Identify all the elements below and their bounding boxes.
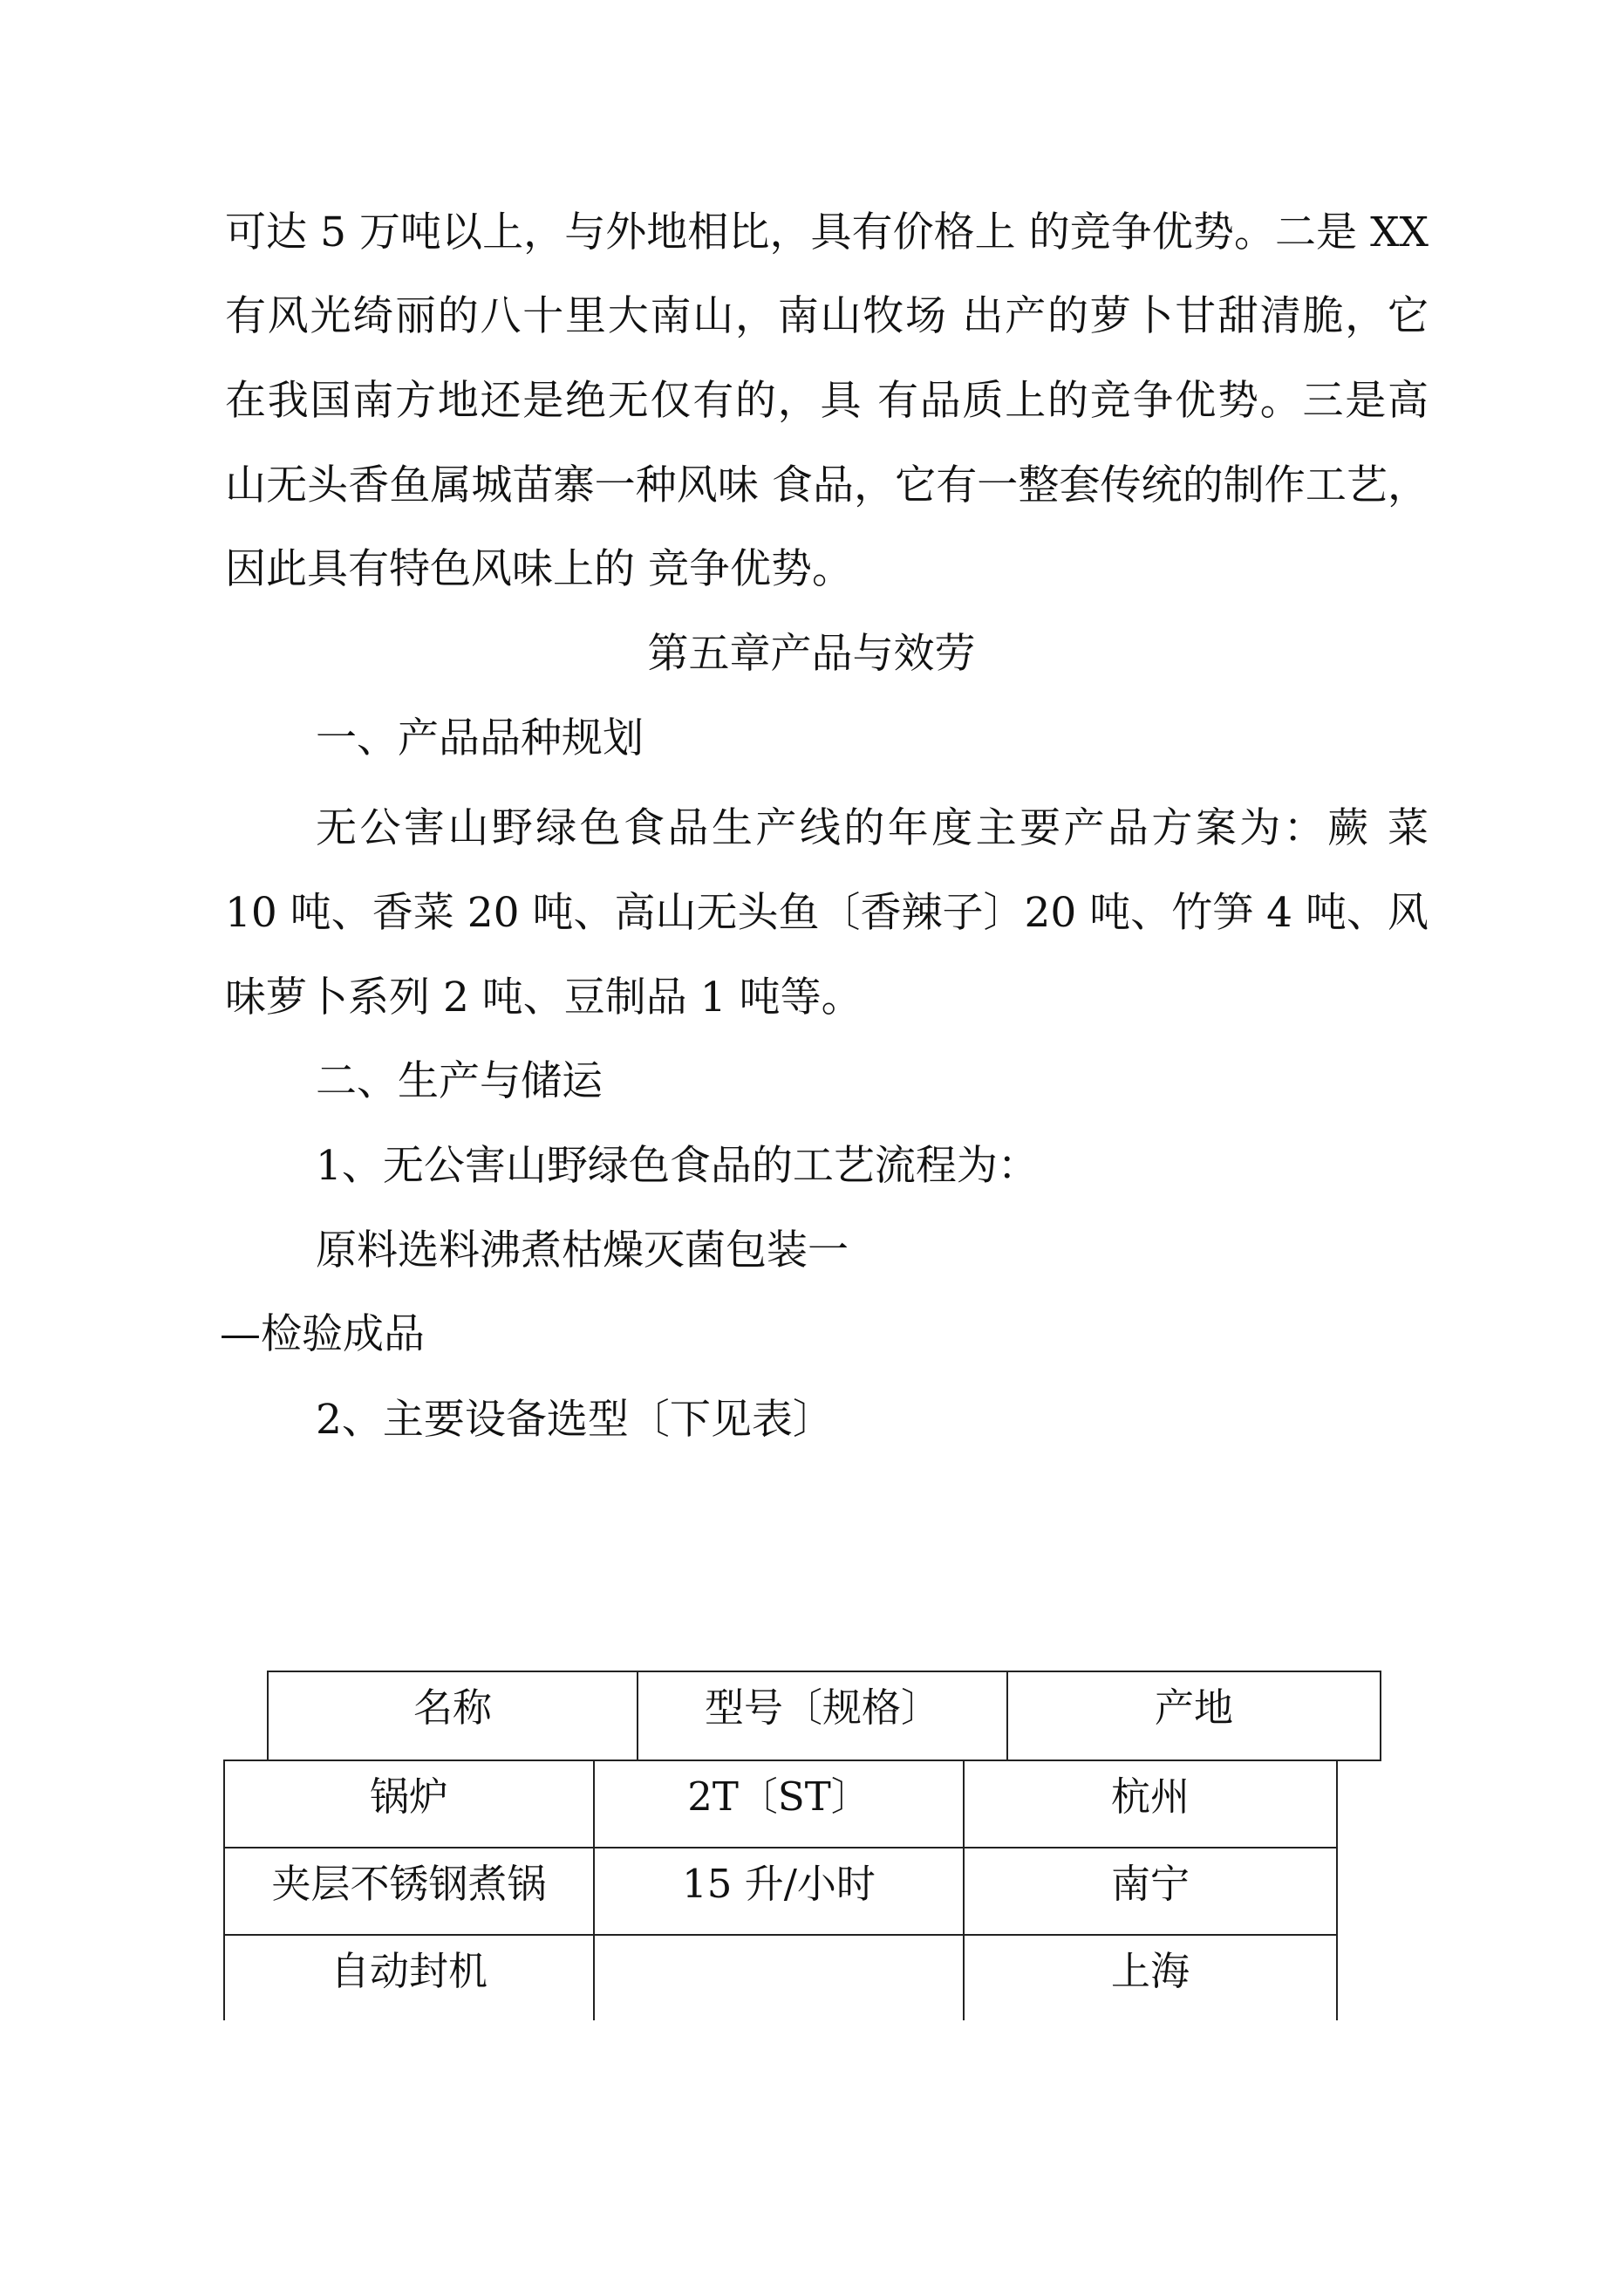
cell-name: 夹层不锈钢煮锅 bbox=[224, 1848, 594, 1935]
cell-model bbox=[594, 1935, 964, 2020]
paragraph-line: 10 吨、香菜 20 吨、高山无头鱼〔香辣子〕20 吨、竹笋 4 吨、风 bbox=[225, 889, 1429, 937]
table-row bbox=[224, 1760, 1337, 1848]
cell-model: 15 升/小时 bbox=[594, 1848, 964, 1935]
cell-origin: 杭州 bbox=[964, 1760, 1337, 1848]
process-flow-line: 原料选料沸煮枯燥灭菌包装一 bbox=[316, 1227, 849, 1274]
cell-origin: 南宁 bbox=[964, 1848, 1337, 1935]
list-item-process-flow: 1、无公害山野绿色食品的工艺流程为： bbox=[316, 1142, 1039, 1190]
header-name: 名称 bbox=[268, 1671, 638, 1760]
table-header-row bbox=[268, 1671, 1381, 1760]
paragraph-line: 有风光绮丽的八十里大南山，南山牧场 出产的萝卜甘甜清脆，它 bbox=[225, 292, 1429, 340]
paragraph-line: 在我国南方地还是绝无仅有的，具 有品质上的竞争优势。三是高 bbox=[225, 377, 1429, 425]
chapter-title: 第五章产品与效劳 bbox=[647, 630, 976, 678]
list-item-equipment: 2、主要设备选型〔下见表〕 bbox=[316, 1396, 834, 1444]
paragraph-line: 因此具有特色风味上的 竞争优势。 bbox=[225, 545, 853, 593]
paragraph-line: 可达 5 万吨以上，与外地相比，具有价格上 的竞争优势。二是 XX bbox=[225, 208, 1429, 256]
section-heading-production-storage: 二、生产与储运 bbox=[316, 1057, 603, 1105]
process-flow-line: —检验成品 bbox=[220, 1310, 425, 1358]
paragraph-line: 味萝卜系列 2 吨、豆制品 1 吨等。 bbox=[225, 974, 863, 1022]
cell-model: 2T〔ST〕 bbox=[594, 1760, 964, 1848]
cell-origin: 上海 bbox=[964, 1935, 1337, 2020]
table-row bbox=[224, 1935, 1337, 2020]
header-origin: 产地 bbox=[1007, 1671, 1381, 1760]
cell-name: 锅炉 bbox=[224, 1760, 594, 1848]
paragraph-line: 无公害山野绿色食品生产线的年度主要产品方案为：蕨 菜 bbox=[316, 804, 1429, 852]
equipment-table bbox=[223, 1760, 1338, 2020]
cell-name: 自动封机 bbox=[224, 1935, 594, 2020]
section-heading-product-planning: 一、产品品种规划 bbox=[316, 714, 644, 762]
table-row bbox=[224, 1848, 1337, 1935]
paragraph-line: 山无头香鱼属城苗寨一种风味 食品，它有一整套传统的制作工艺， bbox=[225, 461, 1429, 509]
equipment-table-header bbox=[267, 1671, 1381, 1761]
header-model: 型号〔规格〕 bbox=[638, 1671, 1007, 1760]
